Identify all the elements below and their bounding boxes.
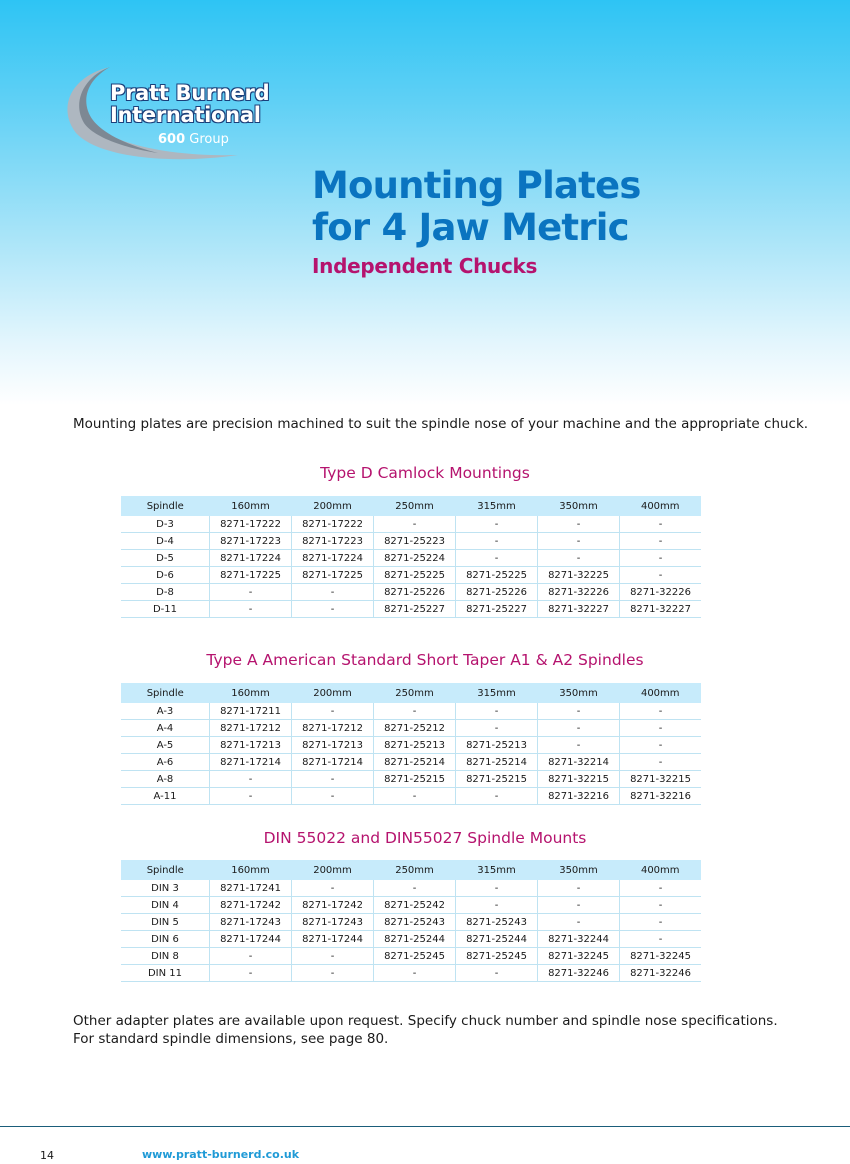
part-number-cell: 8271-25213 (456, 737, 538, 754)
part-number-cell: 8271-25212 (374, 720, 456, 737)
part-number-cell: 8271-32226 (538, 584, 620, 601)
part-number-cell: 8271-25242 (374, 897, 456, 914)
part-number-cell: - (210, 965, 292, 982)
table-row (121, 788, 701, 805)
part-number-cell: - (292, 948, 374, 965)
part-number-cell: - (620, 914, 702, 931)
part-number-cell: - (620, 703, 702, 720)
spindle-cell: DIN 11 (121, 965, 210, 982)
spindle-cell: D-8 (121, 584, 210, 601)
footer-divider (0, 1126, 850, 1127)
part-number-cell: - (620, 931, 702, 948)
part-number-cell: - (210, 771, 292, 788)
part-number-cell: - (292, 771, 374, 788)
part-number-cell: 8271-25227 (374, 601, 456, 618)
spec-table-din (121, 860, 701, 982)
spindle-cell: DIN 5 (121, 914, 210, 931)
part-number-cell: 8271-17214 (292, 754, 374, 771)
part-number-cell: - (620, 897, 702, 914)
logo-text-line1: Pratt Burnerd (110, 81, 270, 105)
table-row (121, 533, 701, 550)
spindle-cell: A-3 (121, 703, 210, 720)
spindle-cell: A-8 (121, 771, 210, 788)
table-header-row (121, 683, 701, 703)
part-number-cell: 8271-25213 (374, 737, 456, 754)
table-row (121, 754, 701, 771)
spindle-cell: DIN 6 (121, 931, 210, 948)
part-number-cell: - (620, 516, 702, 533)
spindle-cell: D-11 (121, 601, 210, 618)
part-number-cell: 8271-25214 (374, 754, 456, 771)
part-number-cell: 8271-17225 (210, 567, 292, 584)
part-number-cell: 8271-32215 (538, 771, 620, 788)
footnote (73, 1012, 778, 1048)
part-number-cell: 8271-25227 (456, 601, 538, 618)
table-row (121, 737, 701, 754)
spindle-cell: A-11 (121, 788, 210, 805)
logo-group-word: Group (189, 132, 229, 147)
column-header: 315mm (456, 683, 538, 703)
spindle-cell: D-5 (121, 550, 210, 567)
part-number-cell: 8271-17223 (210, 533, 292, 550)
part-number-cell: - (538, 533, 620, 550)
table-row (121, 703, 701, 720)
spec-table-type-d (121, 496, 701, 618)
part-number-cell: 8271-32246 (538, 965, 620, 982)
table-row (121, 567, 701, 584)
column-header: 160mm (210, 860, 292, 880)
spindle-cell: D-6 (121, 567, 210, 584)
part-number-cell: - (620, 720, 702, 737)
part-number-cell: - (210, 601, 292, 618)
table-row (121, 516, 701, 533)
part-number-cell: 8271-17243 (210, 914, 292, 931)
part-number-cell: 8271-17222 (210, 516, 292, 533)
part-number-cell: 8271-25215 (374, 771, 456, 788)
table-row (121, 931, 701, 948)
company-logo (58, 55, 328, 170)
column-header: Spindle (121, 496, 210, 516)
spindle-cell: A-5 (121, 737, 210, 754)
part-number-cell: - (456, 550, 538, 567)
part-number-cell: 8271-17241 (210, 880, 292, 897)
column-header: 250mm (374, 496, 456, 516)
column-header: 160mm (210, 496, 292, 516)
part-number-cell: 8271-17244 (210, 931, 292, 948)
section-title-type-a: Type A American Standard Short Taper A1 & A2 Spindles (206, 651, 644, 669)
part-number-cell: 8271-25244 (374, 931, 456, 948)
part-number-cell: - (538, 516, 620, 533)
spindle-cell: DIN 8 (121, 948, 210, 965)
part-number-cell: - (620, 754, 702, 771)
intro-text: Mounting plates are precision machined to suit the spindle nose of your machine and the appropriate chuck. (73, 416, 809, 432)
part-number-cell: - (456, 516, 538, 533)
part-number-cell: - (620, 567, 702, 584)
part-number-cell: 8271-32225 (538, 567, 620, 584)
part-number-cell: - (620, 737, 702, 754)
part-number-cell: 8271-17223 (292, 533, 374, 550)
part-number-cell: - (374, 788, 456, 805)
part-number-cell: - (456, 965, 538, 982)
spindle-cell: D-3 (121, 516, 210, 533)
part-number-cell: - (210, 584, 292, 601)
table-row (121, 601, 701, 618)
part-number-cell: - (292, 584, 374, 601)
part-number-cell: 8271-25243 (456, 914, 538, 931)
part-number-cell: 8271-25245 (374, 948, 456, 965)
table-row (121, 584, 701, 601)
column-header: Spindle (121, 860, 210, 880)
part-number-cell: 8271-17222 (292, 516, 374, 533)
column-header: 315mm (456, 860, 538, 880)
table-header-row (121, 860, 701, 880)
table-row (121, 771, 701, 788)
part-number-cell: 8271-32227 (620, 601, 702, 618)
part-number-cell: - (292, 880, 374, 897)
part-number-cell: - (456, 720, 538, 737)
table-header-row (121, 496, 701, 516)
part-number-cell: 8271-32215 (620, 771, 702, 788)
column-header: 400mm (620, 683, 702, 703)
column-header: 250mm (374, 860, 456, 880)
part-number-cell: 8271-25225 (374, 567, 456, 584)
part-number-cell: - (620, 880, 702, 897)
page-subtitle: Independent Chucks (312, 254, 538, 278)
part-number-cell: - (292, 788, 374, 805)
footnote-line2: For standard spindle dimensions, see page 80. (73, 1031, 389, 1047)
part-number-cell: - (374, 880, 456, 897)
part-number-cell: 8271-17224 (292, 550, 374, 567)
part-number-cell: 8271-32227 (538, 601, 620, 618)
part-number-cell: 8271-17213 (292, 737, 374, 754)
part-number-cell: 8271-32244 (538, 931, 620, 948)
part-number-cell: 8271-25245 (456, 948, 538, 965)
column-header: 160mm (210, 683, 292, 703)
part-number-cell: 8271-17212 (210, 720, 292, 737)
part-number-cell: - (210, 788, 292, 805)
part-number-cell: - (538, 737, 620, 754)
part-number-cell: 8271-32226 (620, 584, 702, 601)
part-number-cell: 8271-25226 (374, 584, 456, 601)
column-header: 350mm (538, 860, 620, 880)
part-number-cell: 8271-17242 (210, 897, 292, 914)
part-number-cell: - (538, 914, 620, 931)
part-number-cell: 8271-32245 (538, 948, 620, 965)
table-row (121, 550, 701, 567)
part-number-cell: - (538, 720, 620, 737)
column-header: 350mm (538, 683, 620, 703)
spindle-cell: A-4 (121, 720, 210, 737)
spindle-cell: A-6 (121, 754, 210, 771)
logo-group-number: 600 (158, 132, 186, 147)
table-row (121, 914, 701, 931)
part-number-cell: 8271-25226 (456, 584, 538, 601)
part-number-cell: - (538, 880, 620, 897)
part-number-cell: 8271-25214 (456, 754, 538, 771)
part-number-cell: 8271-25244 (456, 931, 538, 948)
spec-table-type-a (121, 683, 701, 805)
part-number-cell: 8271-17212 (292, 720, 374, 737)
footnote-line1: Other adapter plates are available upon request. Specify chuck number and spindle nose specifications. (73, 1013, 778, 1029)
part-number-cell: 8271-25215 (456, 771, 538, 788)
part-number-cell: - (456, 788, 538, 805)
column-header: 315mm (456, 496, 538, 516)
page-title-line2: for 4 Jaw Metric (312, 206, 629, 249)
part-number-cell: - (292, 601, 374, 618)
part-number-cell: - (538, 703, 620, 720)
section-title-type-d: Type D Camlock Mountings (320, 464, 530, 482)
part-number-cell: 8271-17214 (210, 754, 292, 771)
part-number-cell: 8271-32245 (620, 948, 702, 965)
column-header: 200mm (292, 683, 374, 703)
part-number-cell: - (292, 703, 374, 720)
logo-text-line2: International (110, 103, 261, 127)
page-number: 14 (40, 1149, 54, 1162)
part-number-cell: - (620, 533, 702, 550)
column-header: 200mm (292, 496, 374, 516)
page-title-line1: Mounting Plates (312, 164, 641, 207)
part-number-cell: 8271-17224 (210, 550, 292, 567)
column-header: 400mm (620, 860, 702, 880)
part-number-cell: 8271-17243 (292, 914, 374, 931)
table-row (121, 965, 701, 982)
part-number-cell: 8271-17213 (210, 737, 292, 754)
part-number-cell: - (374, 965, 456, 982)
part-number-cell: - (374, 703, 456, 720)
part-number-cell: - (538, 897, 620, 914)
part-number-cell: - (292, 965, 374, 982)
part-number-cell: 8271-32246 (620, 965, 702, 982)
part-number-cell: 8271-17242 (292, 897, 374, 914)
column-header: 250mm (374, 683, 456, 703)
spindle-cell: DIN 3 (121, 880, 210, 897)
table-row (121, 880, 701, 897)
part-number-cell: - (456, 897, 538, 914)
part-number-cell: 8271-17211 (210, 703, 292, 720)
part-number-cell: 8271-32216 (538, 788, 620, 805)
part-number-cell: 8271-32216 (620, 788, 702, 805)
column-header: 350mm (538, 496, 620, 516)
part-number-cell: - (620, 550, 702, 567)
part-number-cell: 8271-25243 (374, 914, 456, 931)
part-number-cell: - (538, 550, 620, 567)
column-header: 400mm (620, 496, 702, 516)
table-row (121, 948, 701, 965)
part-number-cell: - (374, 516, 456, 533)
column-header: 200mm (292, 860, 374, 880)
table-row (121, 897, 701, 914)
part-number-cell: 8271-25223 (374, 533, 456, 550)
table-row (121, 720, 701, 737)
part-number-cell: - (456, 533, 538, 550)
part-number-cell: 8271-17225 (292, 567, 374, 584)
part-number-cell: 8271-25224 (374, 550, 456, 567)
part-number-cell: - (456, 880, 538, 897)
section-title-din: DIN 55022 and DIN55027 Spindle Mounts (263, 829, 587, 847)
part-number-cell: - (210, 948, 292, 965)
website-link[interactable]: www.pratt-burnerd.co.uk (142, 1148, 300, 1161)
spindle-cell: DIN 4 (121, 897, 210, 914)
part-number-cell: - (456, 703, 538, 720)
logo-group (158, 132, 229, 147)
part-number-cell: 8271-17244 (292, 931, 374, 948)
column-header: Spindle (121, 683, 210, 703)
part-number-cell: 8271-25225 (456, 567, 538, 584)
part-number-cell: 8271-32214 (538, 754, 620, 771)
spindle-cell: D-4 (121, 533, 210, 550)
